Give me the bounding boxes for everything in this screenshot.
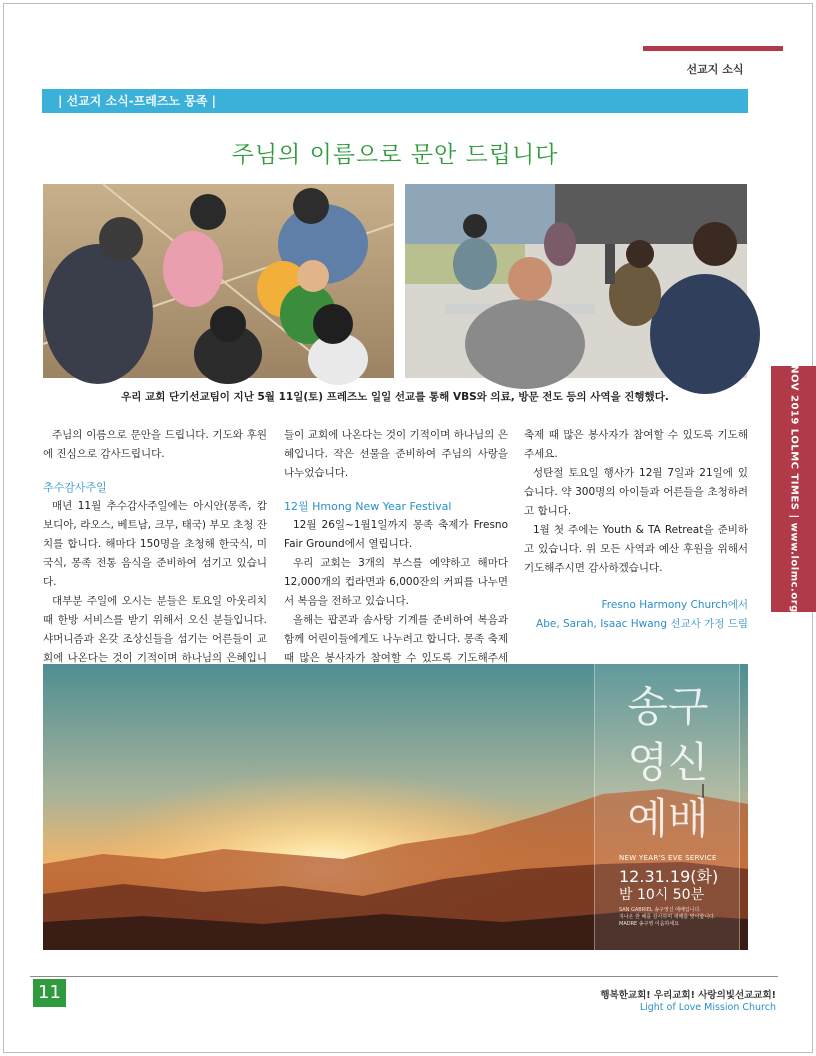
footer-church-name: Light of Love Mission Church: [639, 1002, 776, 1013]
article-paragraph: 매년 11월 추수감사주일에는 아시안(몽족, 캄보디아, 라오스, 베트남, 크무, 태국) 부모 초청 잔치를 합니다. 해마다 150명을 초청해 한국식, 미국식, 몽족 전통 음식을 준비하여 섬기고 있습니다.: [43, 500, 267, 588]
article-headline: 주님의 이름으로 문안 드립니다: [231, 142, 559, 168]
photo-icon: [405, 184, 747, 378]
article-paragraph: 주님의 이름으로 문안을 드립니다. 기도와 후원에 진심으로 감사드립니다.: [43, 429, 267, 460]
signature-church: Fresno Harmony Church에서: [601, 599, 748, 611]
header-accent-rule: [643, 46, 783, 51]
page-number: 11: [33, 979, 66, 1007]
footer-rule: [30, 976, 778, 977]
footer-slogan: 행복한교회! 우리교회! 사랑의빛선교교회!: [600, 990, 776, 1001]
new-years-eve-banner: [43, 664, 748, 950]
banner-title-line-1: 송구: [627, 682, 709, 731]
subheading-hmong-festival: 12월 Hmong New Year Festival: [284, 500, 452, 513]
article-column-1: [43, 426, 267, 668]
side-issue-tab: [771, 366, 816, 612]
banner-date: 12.31.19(화): [619, 867, 719, 886]
banner-title-line-3: 예배: [627, 794, 709, 843]
banner-text-panel: [594, 664, 740, 950]
side-issue-text: NOV 2019 LOLMC TIMES | www.lolmc.org: [788, 365, 799, 613]
banner-time: 밤 10시 50분: [619, 887, 705, 903]
article-paragraph-continued: 축제 때 많은 봉사자가 참여할 수 있도록 기도해주세요.: [524, 429, 748, 460]
banner-title-line-2: 영신: [627, 738, 709, 787]
article-paragraph: 성탄절 토요일 행사가 12월 7일과 21일에 있습니다. 약 300명의 아이들과 어른들을 초청하려고 합니다.: [524, 467, 748, 517]
banner-fine-print: SAN GABRIEL 송구영신 예배입니다.: [619, 907, 701, 913]
photo-icon: [43, 184, 394, 378]
banner-fine-print: MADRE 송구영 이음하세요: [619, 921, 680, 927]
article-paragraph: 1월 첫 주에는 Youth & TA Retreat을 준비하고 있습니다. 위 모든 사역과 예산 후원을 위해서 기도해주시면 감사하겠습니다.: [524, 524, 748, 574]
article-paragraph: 올해는 팝콘과 솜사탕 기계를 준비하여 복음과 함께 어린이들에게도 나누려고 합니다. 몽족 축제 때 많은 봉사자가 참여할 수 있도록 기도해주세: [284, 614, 508, 664]
section-label: 선교지 소식: [686, 63, 744, 76]
signature-missionaries: Abe, Sarah, Isaac Hwang 선교사 가정 드림: [536, 618, 748, 630]
banner-subtitle: NEW YEAR'S EVE SERVICE: [619, 854, 717, 862]
photo-caption: 우리 교회 단기선교팀이 지난 5월 11일(토) 프레즈노 일일 선교를 통해 VBS와 의료, 방문 전도 등의 사역을 진행했다.: [121, 391, 669, 403]
banner-fine-print: 지나온 한 해를 감사하며 새해를 맞이합니다.: [619, 914, 716, 920]
article-paragraph: 대부분 주일에 오시는 분들은 토요일 아웃리치 때 한방 서비스를 받기 위해서 오신 분들입니다. 샤머니즘과 온갖 조상신들을 섬기는 어른들이 교회에 나온다는 것이 기적이며 하나님의 은혜입니: [43, 595, 267, 664]
subheading-thanksgiving: 추수감사주일: [43, 481, 107, 494]
article-paragraph: 우리 교회는 3개의 부스를 예약하고 해마다 12,000개의 컵라면과 6,000잔의 커피를 나누면서 복음을 전하고 있습니다.: [284, 557, 508, 607]
outreach-table-photo: [405, 184, 747, 378]
category-bar: | 선교지 소식-프레즈노 몽족 |: [42, 89, 748, 113]
article-paragraph-continued: 들이 교회에 나온다는 것이 기적이며 하나님의 은혜입니다. 작은 선물을 준비하여 주님의 사랑을 나누었습니다.: [284, 429, 508, 479]
article-paragraph: 12월 26일~1월1일까지 몽족 축제가 Fresno Fair Ground에서 열립니다.: [284, 519, 508, 550]
article-column-3: [524, 426, 748, 634]
children-vbs-photo: [43, 184, 394, 378]
article-column-2: [284, 426, 508, 664]
